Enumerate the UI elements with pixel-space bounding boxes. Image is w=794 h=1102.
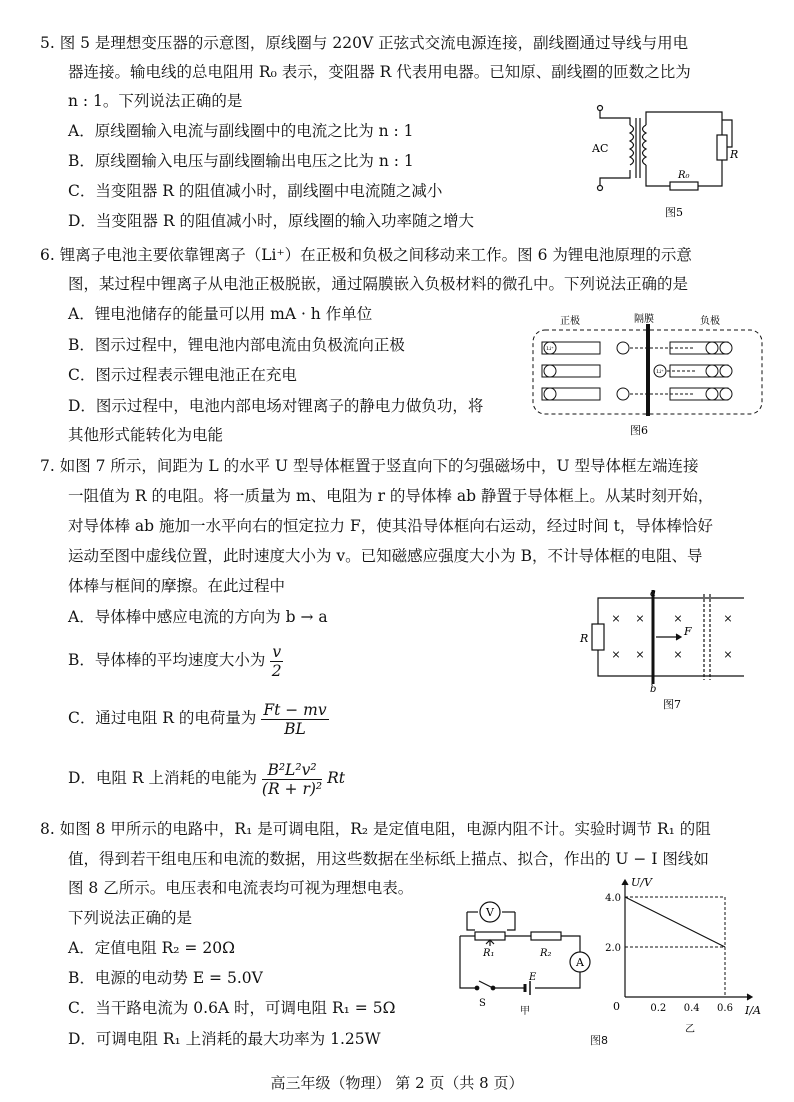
graph-ticks [605,893,733,1014]
field-mark: × [723,648,733,661]
q6-option-b: B．图示过程中，锂电池内部电流由负极流向正极 [68,336,405,354]
x-tick-label: 0.2 [650,1003,667,1014]
voltmeter-label: V [486,906,494,919]
q8-option-c: C．当干路电流为 0.6A 时，可调电阻 R₁ = 5Ω [68,999,396,1017]
graph-guides [625,897,725,997]
figure-8-jia: 甲 [520,1006,530,1017]
fraction-denominator: 2 [271,661,282,680]
figure-5-caption: 图5 [665,206,683,219]
figure-8-yi: 乙 [685,1024,695,1035]
field-mark: × [611,648,621,661]
field-mark: × [611,612,621,625]
q5-line-3: n : 1。下列说法正确的是 [68,92,243,110]
q7-option-a: A．导体棒中感应电流的方向为 b → a [68,608,328,626]
fraction-numerator: v [272,642,282,661]
q7-line-5: 体棒与框间的摩擦。在此过程中 [68,577,286,595]
q5-line-2: 器连接。输电线的总电阻用 R₀ 表示，变阻器 R 代表用电器。已知原、副线圈的匝数之比为 [68,63,691,81]
q5-option-a: A．原线圈输入电流与副线圈中的电流之比为 n : 1 [68,122,414,140]
q7-option-d-text: D．电阻 R 上消耗的电能为 [68,769,257,787]
q7-line-2: 一阻值为 R 的电阻。将一质量为 m、电阻为 r 的导体棒 ab 静置于导体框上。从某时刻开始， [68,487,714,505]
figure-8-graph [595,872,765,1052]
q5-option-d: D．当变阻器 R 的阻值减小时，原线圈的输入功率随之增大 [68,212,474,230]
figure-7-caption: 图7 [663,698,681,711]
y-tick-label: 4.0 [605,893,621,904]
q7-option-d [68,756,345,800]
x-tick-label: 0.6 [717,1003,733,1014]
figure-7-f-label: F [684,625,692,638]
fraction-numerator: Ft − mv [263,700,327,719]
q7-option-b-text: B．导体棒的平均速度大小为 [68,651,266,669]
field-mark: × [635,612,645,625]
q8-line-1: 8. 如图 8 甲所示的电路中，R₁ 是可调电阻，R₂ 是定值电阻，电源内阻不计。实验时调节 R₁ 的阻 [40,820,711,838]
q6-option-c: C．图示过程表示锂电池正在充电 [68,366,297,384]
q7-line-1: 7. 如图 7 所示，间距为 L 的水平 U 型导体框置于竖直向下的匀强磁场中，U 型导体框左端连接 [40,457,699,475]
figure-7-a-label: a [650,588,656,599]
figure-8-circuit [445,880,615,1020]
figure-7-b-label: b [650,684,657,695]
figure-8-caption: 图8 [590,1034,608,1047]
q6-option-d-cont: 其他形式能转化为电能 [68,426,224,444]
q8-option-d: D．可调电阻 R₁ 上消耗的最大功率为 1.25W [68,1030,381,1048]
q7-option-d-fraction [262,761,322,798]
x-axis-label: I/A [745,1004,761,1017]
figure-6-separator-label: 隔膜 [634,314,654,325]
q7-line-4: 运动至图中虚线位置，此时速度大小为 v。已知磁感应强度大小为 B，不计导体框的电阻、导 [68,547,703,565]
field-mark: × [723,612,733,625]
figure-5-transformer [580,100,760,220]
figure-7-rail [568,588,748,713]
q7-option-d-tail: Rt [327,769,345,787]
figure-5-ac-label: AC [592,142,609,155]
q6-line-2: 图，某过程中锂离子从电池正极脱嵌，通过隔膜嵌入负极材料的微孔中。下列说法正确的是 [68,275,689,293]
r2-label: R₂ [540,948,552,959]
q8-option-a: A．定值电阻 R₂ = 20Ω [68,939,235,957]
q8-line-2: 值，得到若干组电压和电流的数据，用这些数据在坐标纸上描点、拟合，作出的 U − I 图线如 [68,850,709,868]
q7-option-b [68,640,283,680]
switch-label: S [479,998,486,1009]
q6-option-d: D．图示过程中，电池内部电场对锂离子的静电力做负功，将 [68,397,484,415]
q8-line-4: 下列说法正确的是 [68,909,193,927]
q7-option-c [68,698,329,738]
fraction-numerator: B²L²v² [262,761,322,780]
q5-line-1: 5. 图 5 是理想变压器的示意图，原线圈与 220V 正弦式交流电源连接，副线圈通过导线与用电 [40,34,689,52]
q8-line-3: 图 8 乙所示。电压表和电流表均可视为理想电表。 [68,879,414,897]
figure-6-negative-label: 负极 [700,316,720,327]
li-ion-label: Li⁺ [546,346,554,352]
figure-6-battery [530,310,765,438]
q7-option-b-fraction [270,643,283,680]
page-footer: 高三年级（物理） 第 2 页（共 8 页） [270,1074,524,1092]
q6-line-1: 6. 锂离子电池主要依靠锂离子（Li⁺）在正极和负极之间移动来工作。图 6 为锂电池原理的示意 [40,246,692,264]
q6-option-a: A．锂电池储存的能量可以用 mA · h 作单位 [68,305,373,323]
figure-6-positive-label: 正极 [560,316,580,327]
y-axis-label: U/V [631,876,652,889]
fraction-denominator: (R + r)² [261,779,323,798]
x-tick-label: 0.4 [683,1003,700,1014]
figure-5-r-label: R [730,148,739,161]
ammeter-label: A [576,956,584,969]
r1-label: R₁ [483,948,495,959]
q7-line-3: 对导体棒 ab 施加一水平向右的恒定拉力 F，使其沿导体框向右运动，经过时间 t，导体棒恰好 [68,517,713,535]
q8-option-b: B．电源的电动势 E = 5.0V [68,969,263,987]
q5-option-c: C．当变阻器 R 的阻值减小时，副线圈中电流随之减小 [68,182,443,200]
figure-7-r-label: R [580,632,589,645]
y-tick-label: 2.0 [605,943,621,954]
field-mark: × [673,612,683,625]
field-mark: × [635,648,645,661]
figure-5-r0-label: R₀ [678,170,690,181]
q7-option-c-text: C．通过电阻 R 的电荷量为 [68,709,257,727]
emf-label: E [529,972,537,983]
q5-option-b: B．原线圈输入电压与副线圈输出电压之比为 n : 1 [68,152,414,170]
fraction-denominator: BL [284,719,306,738]
figure-6-caption: 图6 [630,424,648,437]
q7-option-c-fraction [261,701,328,738]
origin-label: 0 [613,1000,620,1013]
field-mark: × [673,648,683,661]
li-ion-label: Li⁺ [656,369,664,375]
ui-line [625,897,725,947]
